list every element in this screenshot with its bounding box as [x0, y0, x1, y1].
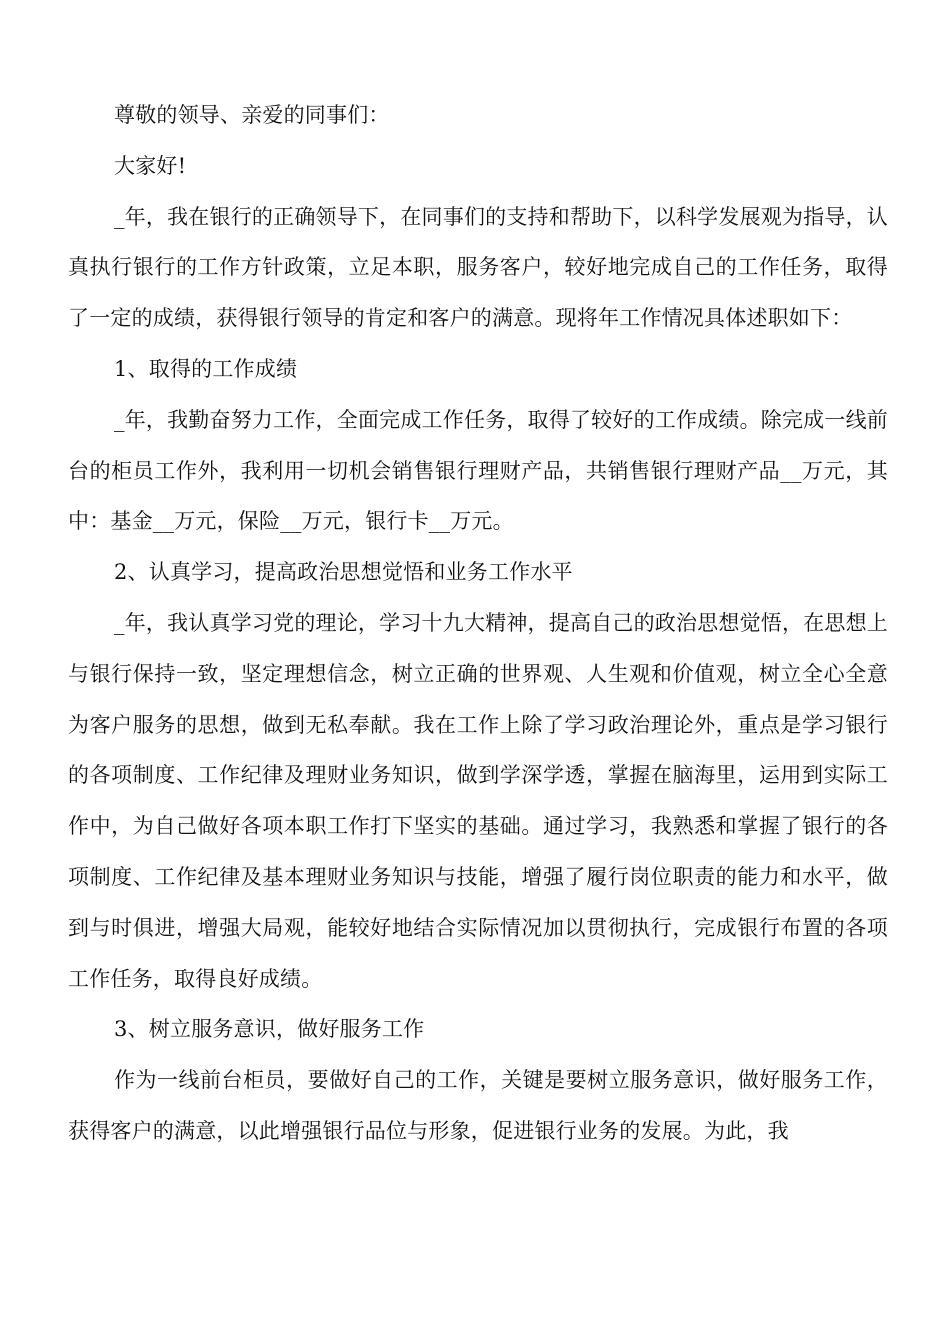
document-body	[68, 90, 888, 1157]
section-1-body: _年，我勤奋努力工作，全面完成工作任务，取得了较好的工作成绩。除完成一线前台的柜员工作外，我利用一切机会销售银行理财产品，共销售银行理财产品__万元，其中：基金__万元，保险__万元，银行卡__万元。	[68, 407, 888, 534]
hello-line: 大家好!	[114, 153, 187, 178]
section-2-heading: 2、认真学习，提高政治思想觉悟和业务工作水平	[114, 560, 573, 585]
greeting-line: 尊敬的领导、亲爱的同事们：	[114, 103, 390, 127]
section-2-body: _年，我认真学习党的理论，学习十九大精神，提高自己的政治思想觉悟，在思想上与银行保持一致，坚定理想信念，树立正确的世界观、人生观和价值观，树立全心全意为客户服务的思想，做到无私奉献。我在工作上除了学习政治理论外，重点是学习银行的各项制度、工作纪律及理财业务知识，做到学深学透，掌握在脑海里，运用到实际工作中，为自己做好各项本职工作打下坚实的基础。通过学习，我熟悉和掌握了银行的各项制度、工作纪律及基本理财业务知识与技能，增强了履行岗位职责的能力和水平，做到与时俱进，增强大局观，能较好地结合实际情况加以贯彻执行，完成银行布置的各项工作任务，取得良好成绩。	[68, 610, 888, 991]
section-3-body: 作为一线前台柜员，要做好自己的工作，关键是要树立服务意识，做好服务工作，获得客户的满意，以此增强银行品位与形象，促进银行业务的发展。为此，我	[68, 1068, 888, 1143]
intro-paragraph: _年，我在银行的正确领导下，在同事们的支持和帮助下，以科学发展观为指导，认真执行银行的工作方针政策，立足本职，服务客户，较好地完成自己的工作任务，取得了一定的成绩，获得银行领导的肯定和客户的满意。现将年工作情况具体述职如下：	[68, 204, 888, 331]
section-1-heading: 1、取得的工作成绩	[114, 356, 298, 381]
section-3-heading: 3、树立服务意识，做好服务工作	[114, 1017, 425, 1042]
